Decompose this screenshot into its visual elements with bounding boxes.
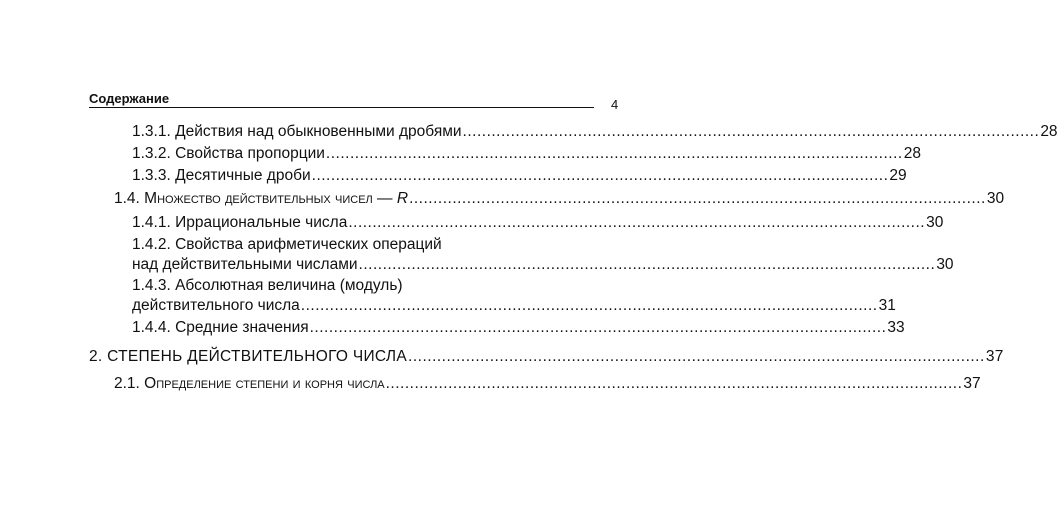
toc-entry-page: 30 (936, 256, 954, 273)
toc-entry-title-symbol: R (396, 190, 409, 207)
toc-entry-1-4-2-line1[interactable]: 1.4.2. Свойства арифметических операций (132, 236, 442, 253)
toc-entry-page: 31 (878, 297, 896, 314)
toc-leader-dots: ........................................................................................................................ (409, 190, 986, 207)
toc-leader-dots: ........................................................................................................................ (408, 348, 985, 365)
header-rule (89, 107, 594, 108)
toc-leader-dots: ........................................................................................................................ (358, 256, 936, 273)
toc-entry-title: 1.4.4. Средние значения (132, 319, 309, 336)
toc-entry-title: 1.3.3. Десятичные дроби (132, 167, 311, 184)
toc-entry-1-4-1[interactable] (132, 210, 944, 232)
toc-leader-dots: ........................................................................................................................ (311, 167, 889, 184)
toc-entry-page: 28 (1040, 123, 1058, 140)
header-title: Содержание (89, 91, 170, 106)
toc-leader-dots: ........................................................................................................................ (309, 319, 887, 336)
toc-entry-1-4-2[interactable] (132, 252, 954, 274)
toc-entry-1-3-3[interactable] (132, 163, 907, 185)
toc-entry-1-4-4[interactable] (132, 315, 905, 337)
toc-entry-1-4[interactable] (114, 186, 1005, 208)
toc-entry-title: действительного числа (132, 297, 300, 314)
toc-entry-title: 1.3.2. Свойства пропорции (132, 145, 325, 162)
toc-entry-1-3-2[interactable] (132, 141, 921, 163)
toc-entry-1-3-1[interactable] (132, 119, 1058, 141)
toc-entry-2[interactable] (89, 344, 1004, 366)
toc-entry-title: 2.1. Определение степени и корня числа (114, 375, 385, 392)
toc-entry-page: 37 (985, 348, 1004, 365)
toc-entry-title (114, 190, 408, 208)
toc-entry-page: 28 (903, 145, 921, 162)
toc-leader-dots: ........................................................................................................................ (385, 375, 963, 392)
toc-leader-dots: ........................................................................................................................ (348, 214, 926, 231)
toc-leader-dots: ........................................................................................................................ (300, 297, 878, 314)
toc-entry-page: 37 (963, 375, 981, 392)
toc-entry-1-4-3-line1[interactable]: 1.4.3. Абсолютная величина (модуль) (132, 277, 403, 294)
toc-entry-page: 29 (889, 167, 907, 184)
toc-entry-1-4-3[interactable] (132, 293, 896, 315)
toc-entry-page: 30 (926, 214, 944, 231)
toc-entry-title: 1.4.1. Иррациональные числа (132, 214, 348, 231)
toc-entry-2-1[interactable] (114, 371, 981, 393)
toc-entry-title: над действительными числами (132, 256, 358, 273)
toc-entry-title: 1.3.1. Действия над обыкновенными дробями (132, 123, 462, 140)
toc-leader-dots: ........................................................................................................................ (325, 145, 903, 162)
toc-entry-page: 33 (887, 319, 905, 336)
toc-entry-page: 30 (986, 190, 1005, 207)
toc-entry-title-text: 1.4. Множество действительных чисел — (114, 190, 397, 207)
page-number: 4 (611, 97, 619, 112)
toc-entry-title: 2. СТЕПЕНЬ ДЕЙСТВИТЕЛЬНОГО ЧИСЛА (89, 348, 408, 365)
toc-leader-dots: ........................................................................................................................ (462, 123, 1040, 140)
